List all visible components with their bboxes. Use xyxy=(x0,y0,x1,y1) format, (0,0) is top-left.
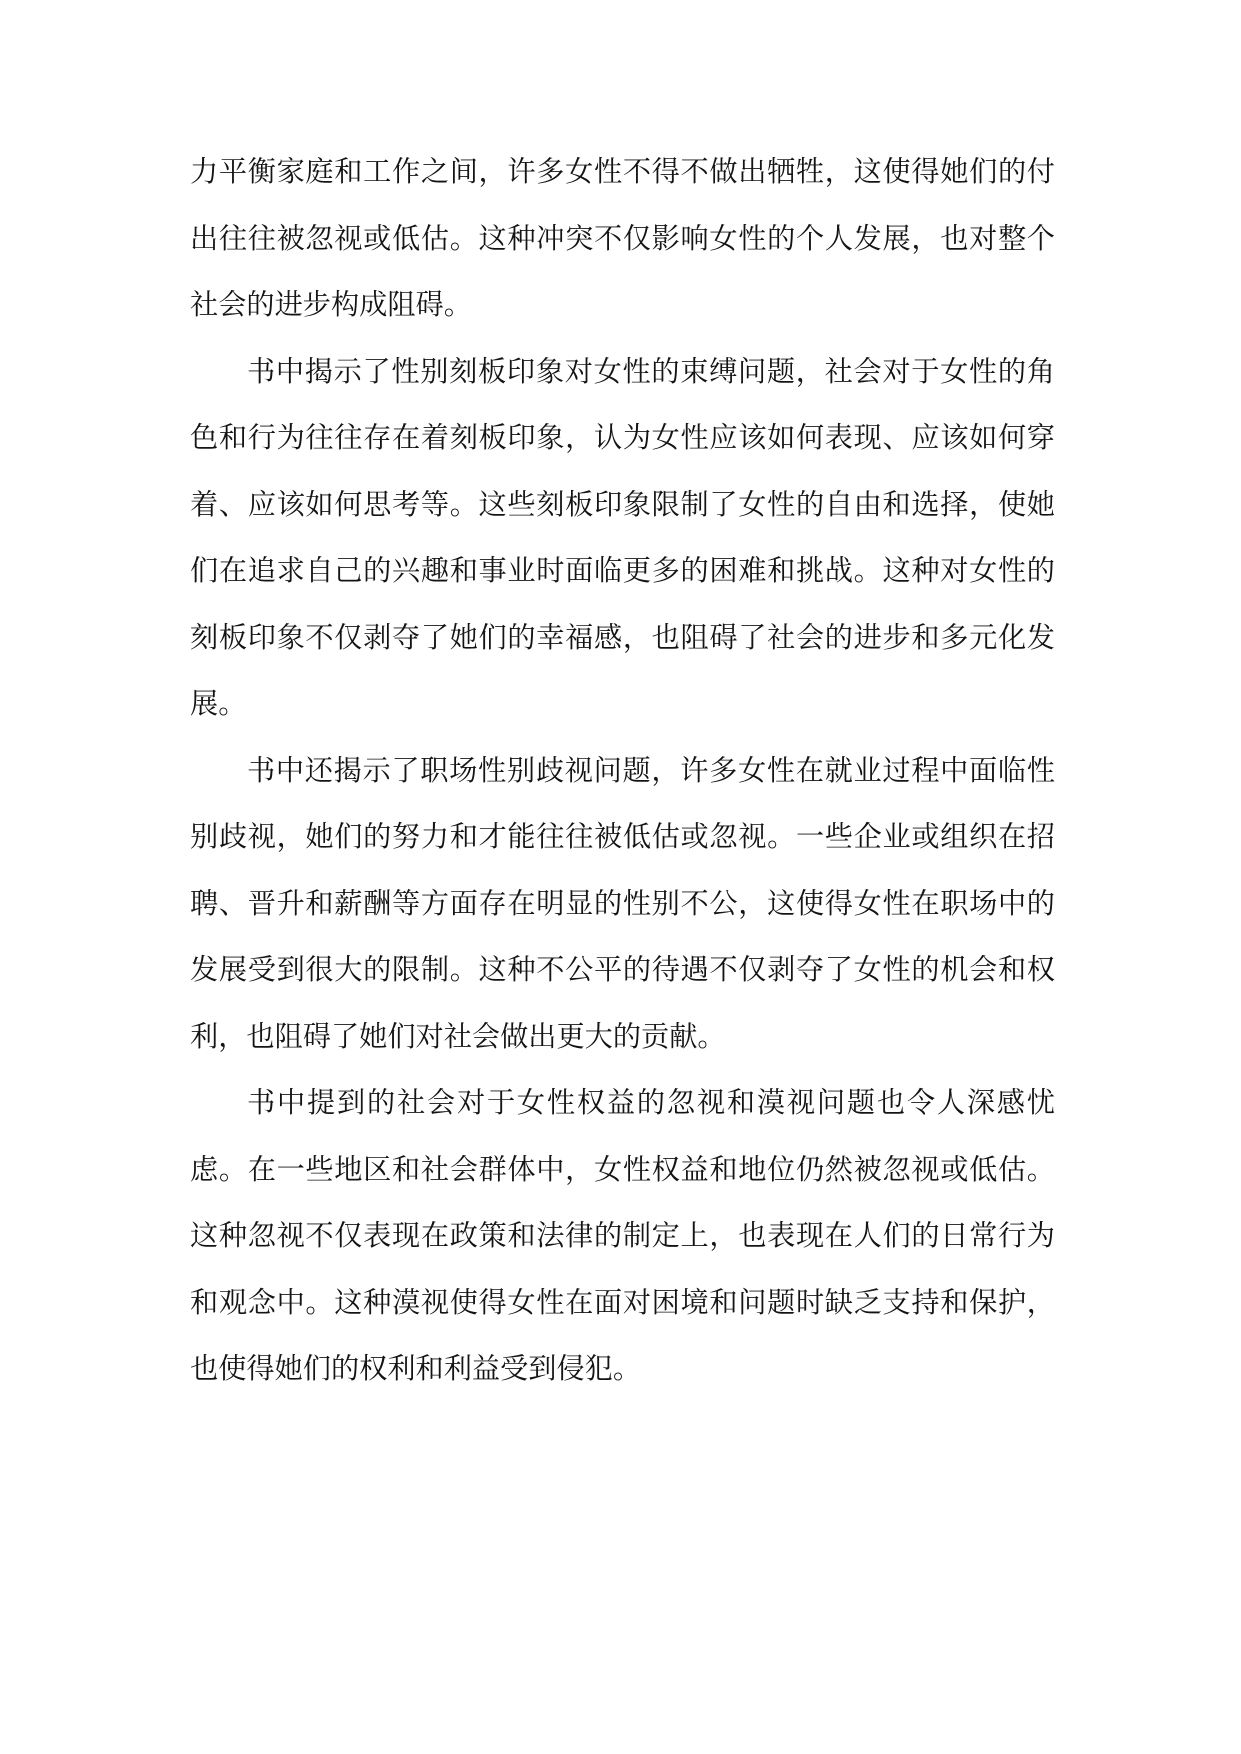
text-line: 和观念中。这种漠视使得女性在面对困境和问题时缺乏支持和保护， xyxy=(190,1285,1055,1319)
text-line: 展。 xyxy=(190,687,247,720)
text-line: 也使得她们的权利和利益受到侵犯。 xyxy=(190,1352,642,1385)
text-line: 别歧视，她们的努力和才能往往被低估或忽视。一些企业或组织在招 xyxy=(190,820,1055,853)
text-line: 书中揭示了性别刻板印象对女性的束缚问题，社会对于女性的角 xyxy=(247,354,1055,388)
text-line: 利，也阻碍了她们对社会做出更大的贡献。 xyxy=(190,1019,726,1053)
text-line: 刻板印象不仅剥夺了她们的幸福感，也阻碍了社会的进步和多元化发 xyxy=(190,620,1055,654)
text-line: 发展受到很大的限制。这种不公平的待遇不仅剥夺了女性的机会和权 xyxy=(190,953,1055,986)
text-line: 出往往被忽视或低估。这种冲突不仅影响女性的个人发展，也对整个 xyxy=(190,221,1055,255)
paragraph-1 xyxy=(190,139,1055,339)
text-line: 虑。在一些地区和社会群体中，女性权益和地位仍然被忽视或低估。 xyxy=(190,1152,1055,1186)
paragraph-4 xyxy=(190,1070,1055,1403)
text-line: 书中还揭示了职场性别歧视问题，许多女性在就业过程中面临性 xyxy=(247,753,1055,787)
text-line: 力平衡家庭和工作之间，许多女性不得不做出牺牲，这使得她们的付 xyxy=(190,155,1055,188)
text-line: 这种忽视不仅表现在政策和法律的制定上，也表现在人们的日常行为 xyxy=(190,1219,1055,1252)
paragraph-2 xyxy=(190,339,1055,738)
text-line: 书中提到的社会对于女性权益的忽视和漠视问题也令人深感忧 xyxy=(247,1086,1055,1119)
text-line: 聘、晋升和薪酬等方面存在明显的性别不公，这使得女性在职场中的 xyxy=(190,886,1055,920)
body-text xyxy=(190,139,1055,1403)
text-line: 社会的进步构成阻碍。 xyxy=(190,288,472,321)
text-line: 们在追求自己的兴趣和事业时面临更多的困难和挑战。这种对女性的 xyxy=(190,554,1055,587)
text-line: 色和行为往往存在着刻板印象，认为女性应该如何表现、应该如何穿 xyxy=(190,421,1055,454)
paragraph-3 xyxy=(190,738,1055,1071)
text-line: 着、应该如何思考等。这些刻板印象限制了女性的自由和选择，使她 xyxy=(190,487,1055,521)
